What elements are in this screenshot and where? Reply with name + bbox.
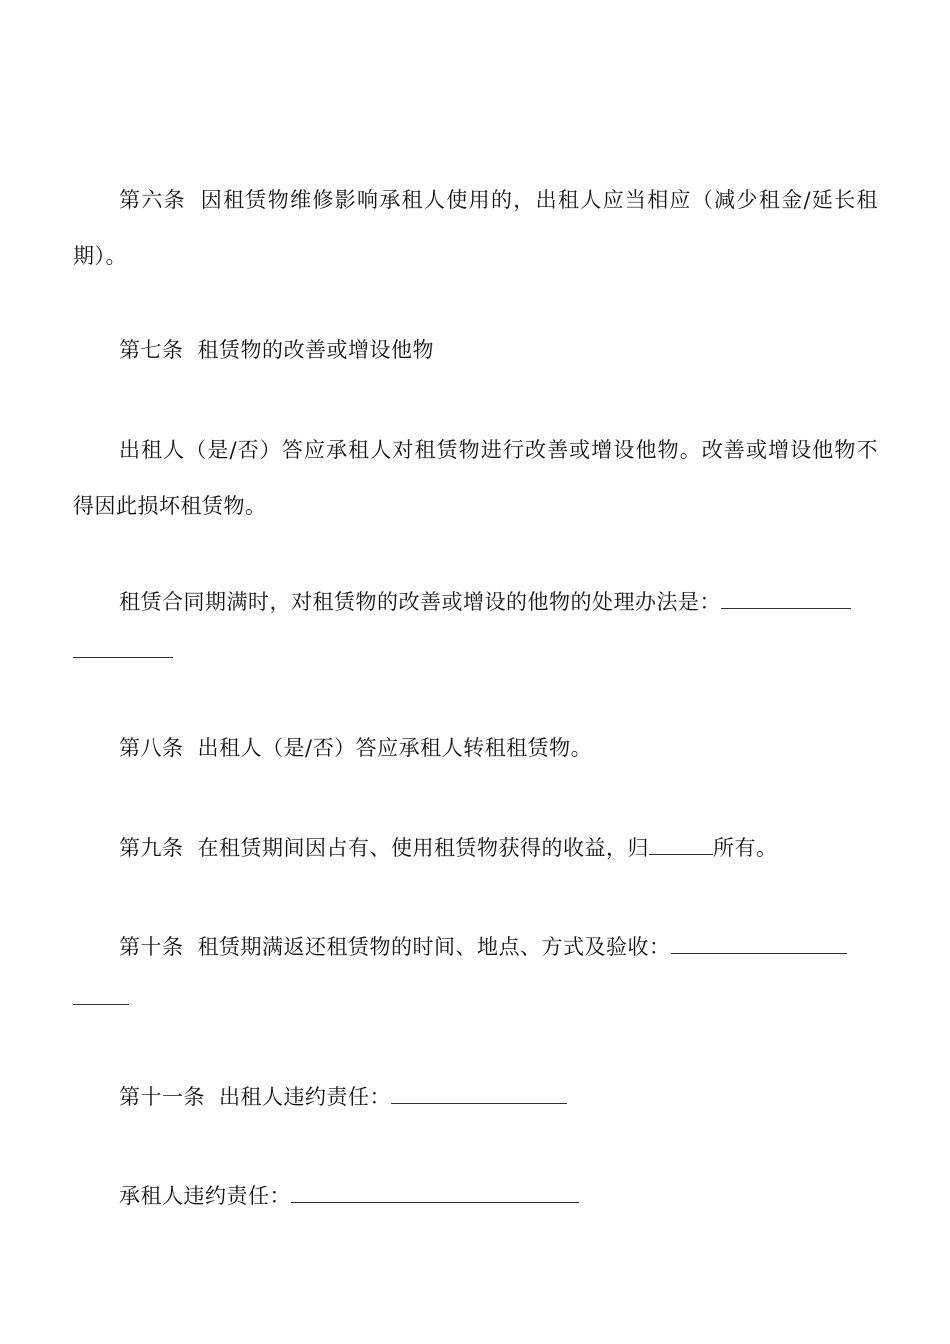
return-terms-blank-continuation[interactable]	[73, 1004, 129, 1005]
article-7-label: 第七条	[119, 338, 184, 362]
article-7-disposal-text: 租赁合同期满时，对租赁物的改善或增设的他物的处理办法是：	[119, 590, 721, 614]
article-11-label: 第十一条	[119, 1085, 205, 1109]
article-9-text-after: 所有。	[713, 836, 778, 860]
article-7-paragraph-disposal	[73, 574, 878, 630]
disposal-blank[interactable]	[721, 607, 851, 609]
article-10-label: 第十条	[119, 935, 184, 959]
lessor-liability-blank[interactable]	[391, 1102, 567, 1104]
article-7-text: 租赁物的改善或增设他物	[197, 338, 434, 362]
article-11	[73, 1069, 878, 1125]
article-11-text: 出租人违约责任：	[219, 1085, 391, 1109]
disposal-blank-continuation[interactable]	[73, 657, 173, 658]
article-9-text-before: 在租赁期间因占有、使用租赁物获得的收益，归	[197, 836, 649, 860]
lessee-liability-text: 承租人违约责任：	[119, 1184, 291, 1208]
article-9-label: 第九条	[119, 836, 184, 860]
article-6-text: 因租赁物维修影响承租人使用的，出租人应当相应（减少租金/延长租期）。	[73, 188, 878, 268]
article-9	[73, 820, 878, 876]
return-terms-blank[interactable]	[671, 952, 847, 954]
article-10	[73, 919, 878, 975]
article-7-paragraph-consent	[73, 422, 878, 534]
income-owner-blank[interactable]	[649, 853, 713, 855]
article-10-text: 租赁期满返还租赁物的时间、地点、方式及验收：	[197, 935, 671, 959]
article-7-consent-text: 出租人（是/否）答应承租人对租赁物进行改善或增设他物。改善或增设他物不得因此损坏租赁物。	[73, 438, 878, 518]
article-11-lessee-liability	[73, 1168, 878, 1224]
article-8-label: 第八条	[119, 736, 184, 760]
article-7	[73, 322, 878, 378]
article-6	[73, 172, 878, 284]
article-8	[73, 720, 878, 776]
lessee-liability-blank[interactable]	[291, 1201, 579, 1203]
article-6-label: 第六条	[119, 188, 186, 212]
article-8-text: 出租人（是/否）答应承租人转租租赁物。	[197, 736, 593, 760]
